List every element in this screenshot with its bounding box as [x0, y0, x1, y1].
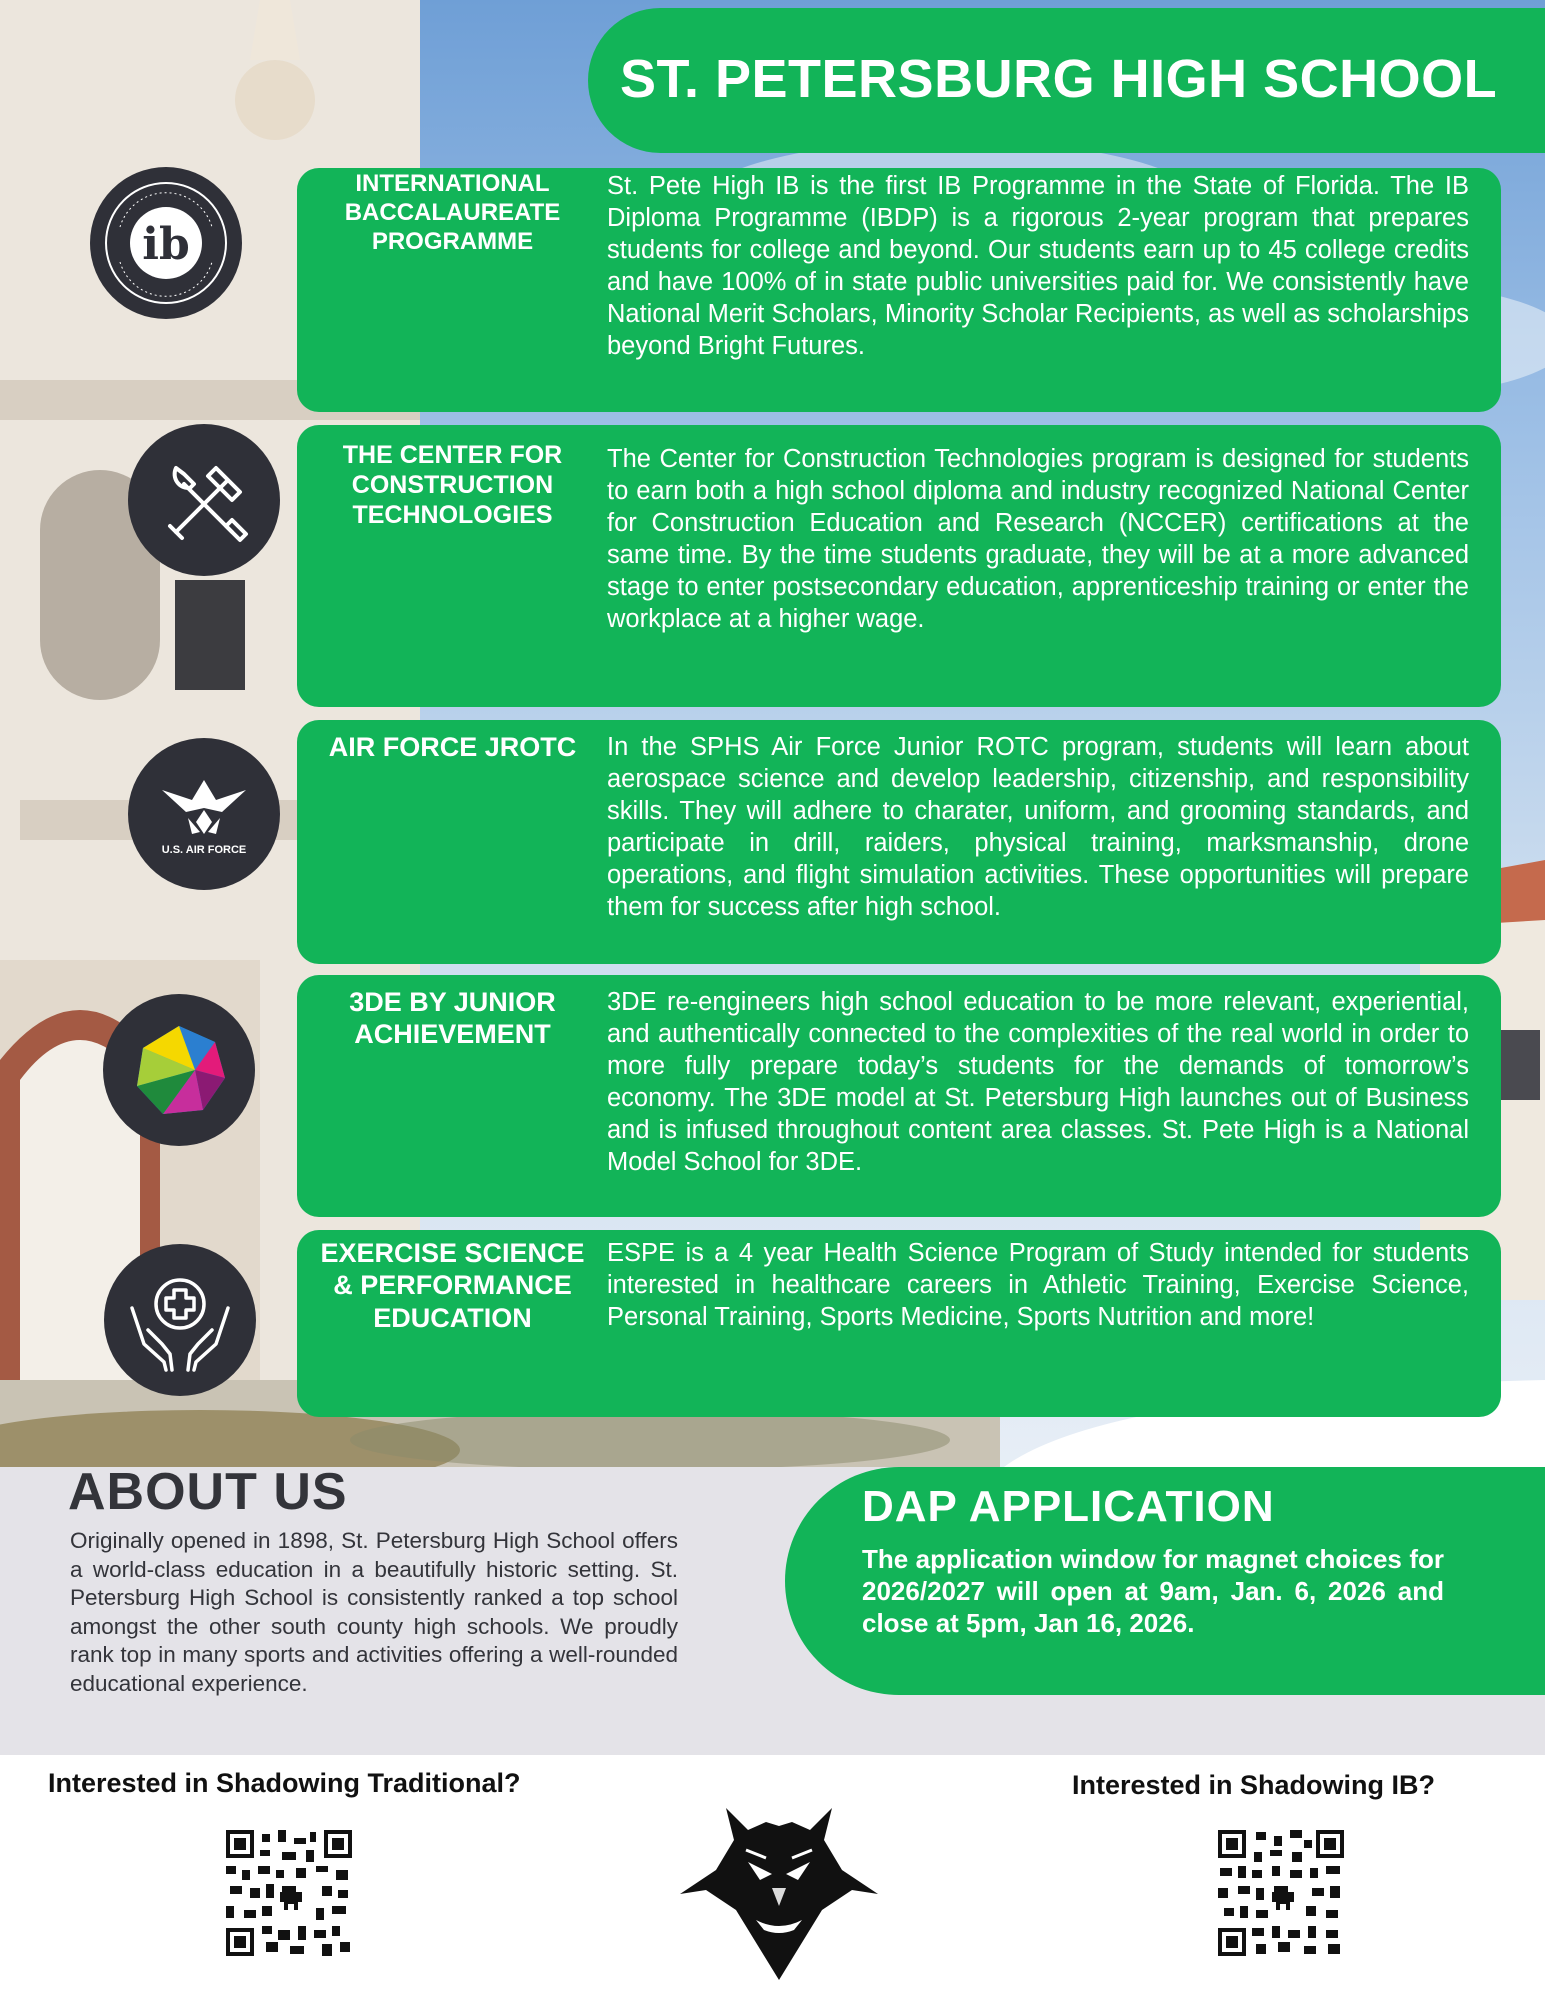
program-text-3de: 3DE re-engineers high school education to be more relevant, experiential, and authentically connected to the complexities of the real world in order to more fully prepare today’s students for the demands of tomorrow’s economy. The 3DE model at St. Petersburg High launches out of Business and is infused throughout content area classes. St. Pete High is a National Model School for 3DE.	[607, 988, 1469, 1176]
about-title: ABOUT US	[68, 1463, 348, 1521]
page-title: ST. PETERSBURG HIGH SCHOOL	[620, 49, 1498, 109]
hands-medical-cross-icon	[104, 1244, 256, 1396]
ib-logo-icon	[90, 167, 242, 319]
program-text-construction: The Center for Construction Technologies program is designed for students to earn both a high school diploma and industry recognized National Center for Construction Education and Research (NCCER) certifications at the same time. By the time students graduate, they will be at a more advanced stage to enter postsecondary education, apprenticeship training or enter the workplace at a higher wage.	[607, 445, 1469, 633]
3de-logo-icon	[103, 994, 255, 1146]
qr-code-traditional[interactable]	[226, 1830, 352, 1956]
air-force-logo-icon	[128, 738, 280, 890]
shadowing-ib-label: Interested in Shadowing IB?	[1072, 1770, 1436, 1800]
svg-text:U.S. AIR FORCE: U.S. AIR FORCE	[161, 844, 247, 856]
devil-mascot-logo	[676, 1790, 882, 1990]
qr-code-ib[interactable]	[1218, 1830, 1344, 1956]
program-text-exercise-science: ESPE is a 4 year Health Science Program of Study intended for students interested in healthcare careers in Athletic Training, Exercise Science, Personal Training, Sports Medicine, Sports Nutrition and more!	[607, 1239, 1469, 1331]
svg-text:ib: ib	[142, 219, 190, 270]
program-title-exercise-science: EXERCISE SCIENCE & PERFORMANCE EDUCATION	[320, 1238, 585, 1333]
dap-text: The application window for magnet choices for 2026/2027 will open at 9am, Jan. 6, 2026 and close at 5pm, Jan 16, 2026.	[862, 1544, 1444, 1638]
dap-title: DAP APPLICATION	[862, 1482, 1275, 1531]
about-text: Originally opened in 1898, St. Petersburg High School offers a world-class education in a beautifully historic setting. St. Petersburg High School is consistently ranked a top school amongst the other south county high schools. We proudly rank top in many sports and activities offering a well-rounded educational experience.	[70, 1528, 678, 1696]
program-title-air-force: AIR FORCE JROTC	[328, 732, 577, 762]
program-text-air-force: In the SPHS Air Force Junior ROTC program, students will learn about aerospace science and develop leadership, citizenship, and responsibility skills. They will adhere to charater, uniform, and grooming standards, and participate in drill, raiders, physical training, marksmanship, drone operations, and flight simulation activities. These opportunities will prepare them for success after high school.	[607, 733, 1469, 921]
wrench-hammer-icon	[128, 424, 280, 576]
program-title-3de: 3DE BY JUNIOR ACHIEVEMENT	[349, 987, 556, 1050]
program-title-construction: THE CENTER FOR CONSTRUCTION TECHNOLOGIES	[342, 441, 563, 529]
shadowing-traditional-label: Interested in Shadowing Traditional?	[48, 1768, 521, 1798]
program-text-ib: St. Pete High IB is the first IB Programme in the State of Florida. The IB Diploma Programme (IBDP) is a rigorous 2-year program that prepares students for college and beyond. Our students earn up to 45 college credits and have 100% of in state public universities paid for. We consistently have National Merit Scholars, Minority Scholar Recipients, as well as scholarships beyond Bright Futures.	[607, 172, 1469, 360]
program-title-ib: INTERNATIONAL BACCALAUREATE PROGRAMME	[344, 170, 561, 255]
